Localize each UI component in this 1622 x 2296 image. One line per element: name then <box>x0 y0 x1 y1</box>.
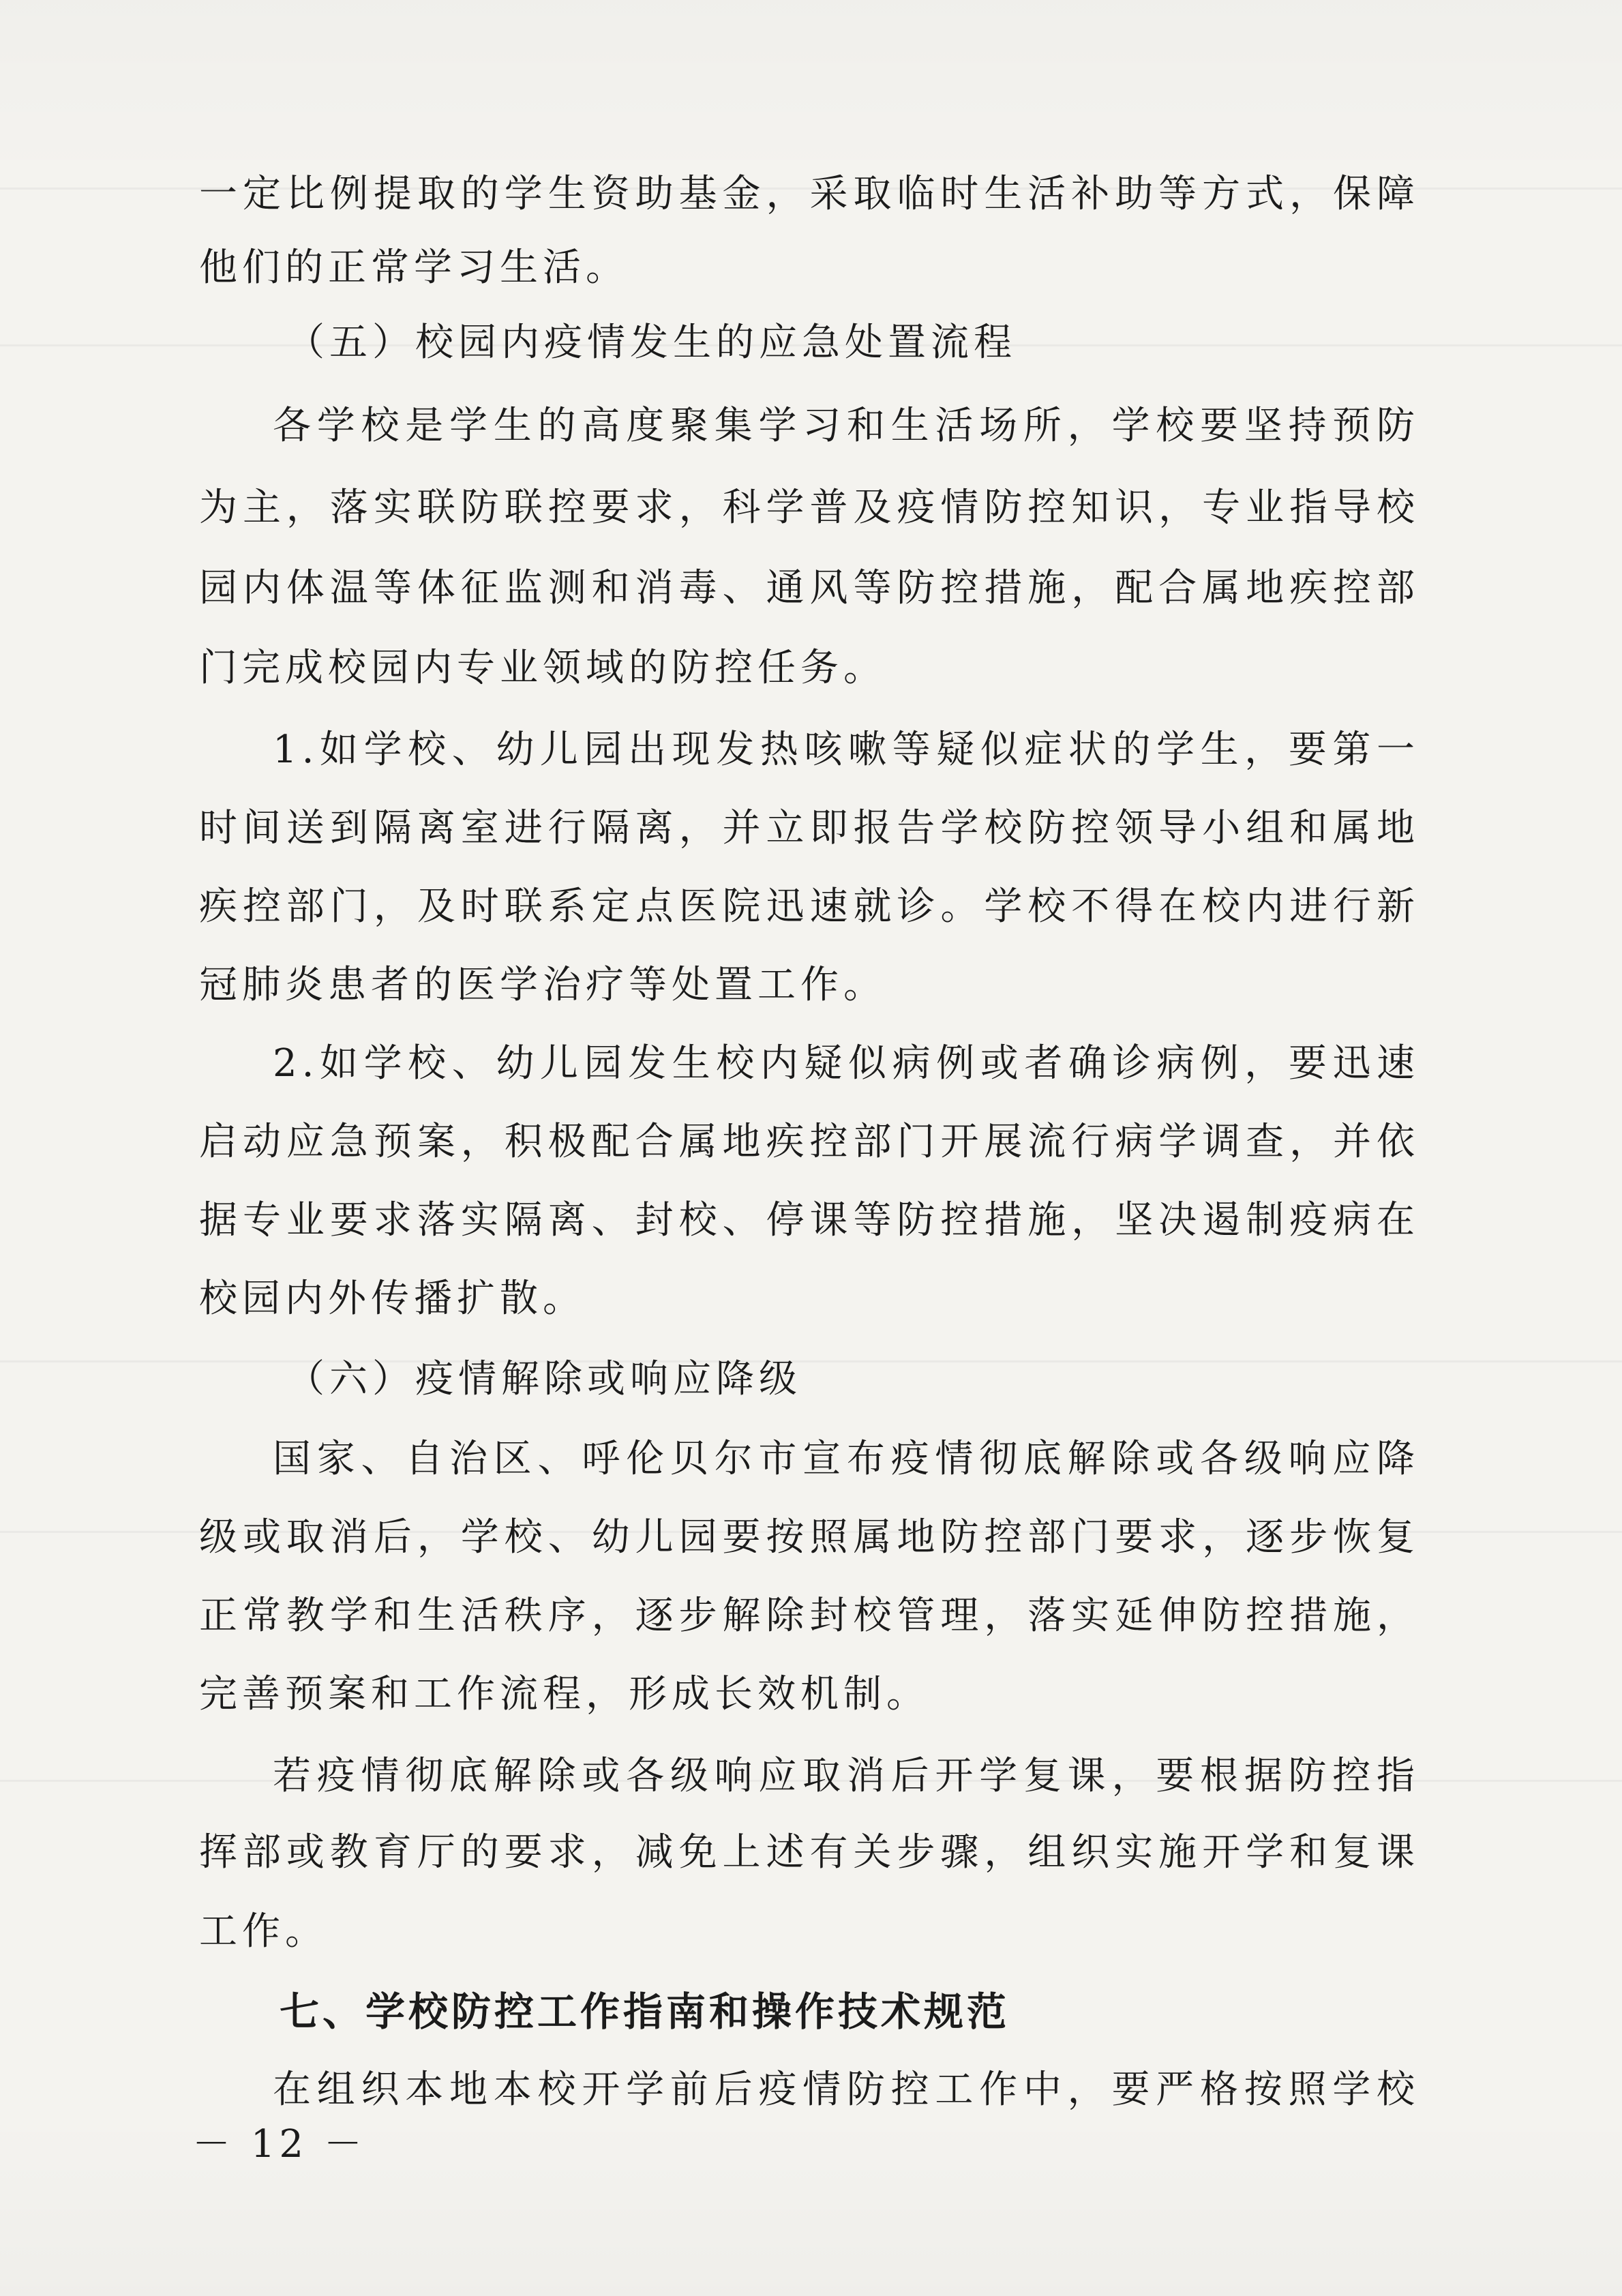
body-text-line: 门完成校园内专业领域的防控任务。 <box>199 646 886 690</box>
page-number: － 12 － <box>192 2122 366 2166</box>
section-heading-6: （六）疫情解除或响应降级 <box>286 1357 802 1401</box>
body-text-line: 若疫情彻底解除或各级响应取消后开学复课，要根据防控指 <box>273 1754 1420 1798</box>
body-text-line: 国家、自治区、呼伦贝尔市宣布疫情彻底解除或各级响应降 <box>273 1437 1420 1481</box>
body-text-line: 校园内外传播扩散。 <box>199 1277 586 1321</box>
body-text-line: 1.如学校、幼儿园出现发热咳嗽等疑似症状的学生，要第一 <box>273 728 1420 772</box>
body-text-line: 为主，落实联防联控要求，科学普及疫情防控知识，专业指导校 <box>199 486 1420 530</box>
chapter-heading-7: 七、学校防控工作指南和操作技术规范 <box>280 1988 1010 2035</box>
body-text-line: 疾控部门，及时联系定点医院迅速就诊。学校不得在校内进行新 <box>199 884 1420 929</box>
body-text-line: 他们的正常学习生活。 <box>199 245 629 290</box>
body-text-line: 各学校是学生的高度聚集学习和生活场所，学校要坚持预防 <box>273 404 1420 448</box>
body-text-line: 据专业要求落实隔离、封校、停课等防控措施，坚决遏制疫病在 <box>199 1198 1420 1242</box>
body-text-line: 2.如学校、幼儿园发生校内疑似病例或者确诊病例，要迅速 <box>273 1041 1420 1086</box>
body-text-line: 时间送到隔离室进行隔离，并立即报告学校防控领导小组和属地 <box>199 806 1420 850</box>
section-heading-5: （五）校园内疫情发生的应急处置流程 <box>286 320 1017 365</box>
scan-artifact <box>0 1360 1622 1362</box>
body-text-line: 启动应急预案，积极配合属地疾控部门开展流行病学调查，并依 <box>199 1120 1420 1164</box>
body-text-line: 园内体温等体征监测和消毒、通风等防控措施，配合属地疾控部 <box>199 566 1420 610</box>
body-text-line: 挥部或教育厅的要求，减免上述有关步骤，组织实施开学和复课 <box>199 1830 1420 1875</box>
body-text-line: 冠肺炎患者的医学治疗等处置工作。 <box>199 963 886 1007</box>
body-text-line: 级或取消后，学校、幼儿园要按照属地防控部门要求，逐步恢复 <box>199 1515 1420 1560</box>
body-text-line: 工作。 <box>199 1909 328 1954</box>
body-text-line: 一定比例提取的学生资助基金，采取临时生活补助等方式，保障 <box>199 172 1420 216</box>
body-text-line: 在组织本地本校开学前后疫情防控工作中，要严格按照学校 <box>273 2068 1420 2112</box>
body-text-line: 正常教学和生活秩序，逐步解除封校管理，落实延伸防控措施， <box>199 1594 1420 1638</box>
body-text-line: 完善预案和工作流程，形成长效机制。 <box>199 1672 929 1716</box>
